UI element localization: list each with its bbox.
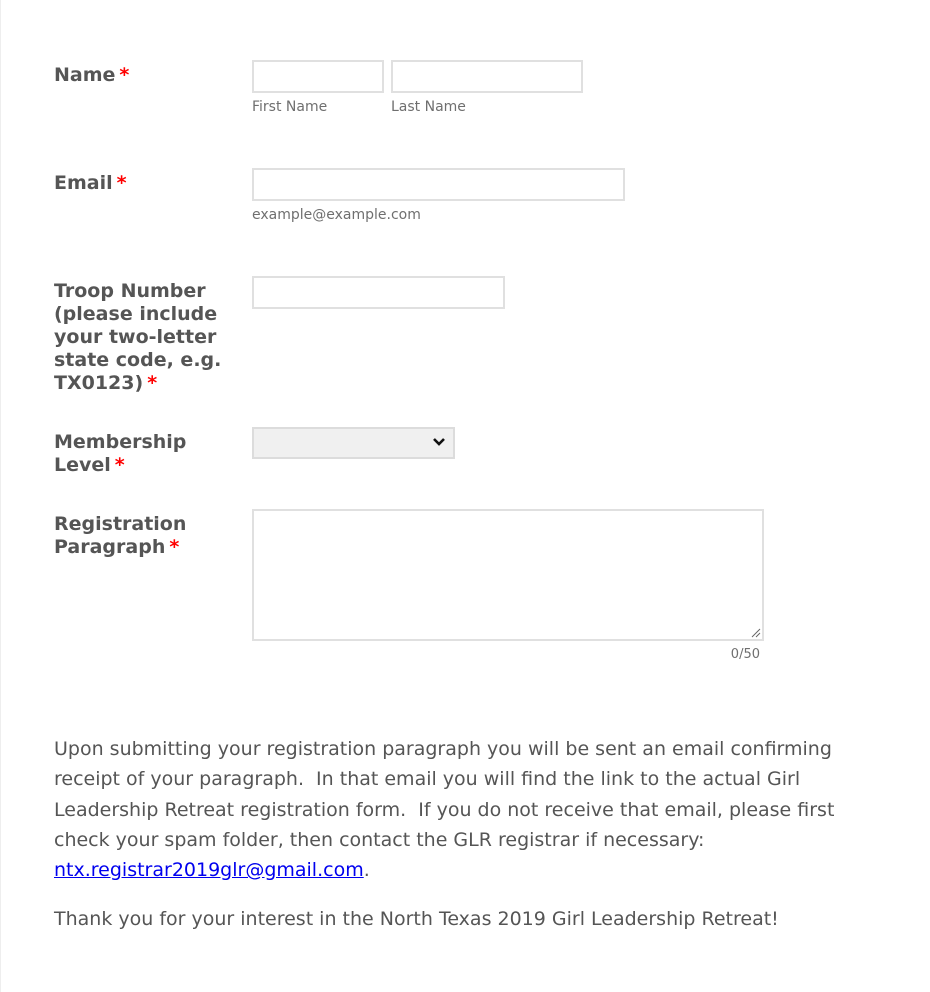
- membership-group: [252, 427, 455, 459]
- email-input[interactable]: [252, 168, 625, 201]
- troop-label: [54, 280, 224, 395]
- first-name-group: [252, 60, 384, 115]
- registration-label-text: Registration Paragraph: [54, 513, 187, 558]
- required-mark: *: [114, 454, 125, 476]
- resize-grip-icon[interactable]: [750, 627, 761, 638]
- name-label: [54, 64, 234, 87]
- required-mark: *: [147, 372, 158, 394]
- email-group: [252, 168, 625, 223]
- registration-paragraph-textarea[interactable]: [252, 509, 764, 641]
- info-period: .: [363, 859, 370, 882]
- troop-label-text: Troop Number (please include your two-letter state code, e.g. TX0123): [54, 280, 222, 394]
- email-sublabel: example@example.com: [252, 207, 421, 223]
- last-name-group: [391, 60, 583, 115]
- page-left-border: [0, 0, 1, 992]
- chevron-down-icon: [431, 434, 447, 450]
- troop-group: [252, 276, 505, 309]
- required-mark: *: [116, 172, 127, 194]
- last-name-sublabel: Last Name: [391, 99, 466, 115]
- email-label-text: Email: [54, 172, 113, 194]
- registration-label: [54, 513, 204, 559]
- membership-label: [54, 431, 204, 477]
- thanks-paragraph: Thank you for your interest in the North Texas 2019 Girl Leadership Retreat!: [54, 908, 779, 930]
- registration-group: [252, 509, 764, 662]
- first-name-sublabel: First Name: [252, 99, 328, 115]
- membership-label-text: Membership Level: [54, 431, 187, 476]
- first-name-input[interactable]: [252, 60, 384, 93]
- required-mark: *: [169, 536, 180, 558]
- info-paragraph: [54, 734, 854, 885]
- character-counter: 0/50: [730, 647, 760, 662]
- troop-number-input[interactable]: [252, 276, 505, 309]
- email-label: [54, 172, 234, 195]
- name-label-text: Name: [54, 64, 116, 86]
- info-text: Upon submitting your registration paragraph you will be sent an email confirming receipt of your paragraph. In that email you will find the link to the actual Girl Leadership Retreat registration form. If you do not receive that email, please first check your spam folder, then contact the GLR registrar if necessary:: [54, 738, 835, 851]
- required-mark: *: [119, 64, 130, 86]
- registrar-email-link[interactable]: ntx.registrar2019glr@gmail.com: [54, 859, 364, 882]
- membership-level-select[interactable]: [252, 427, 455, 459]
- last-name-input[interactable]: [391, 60, 583, 93]
